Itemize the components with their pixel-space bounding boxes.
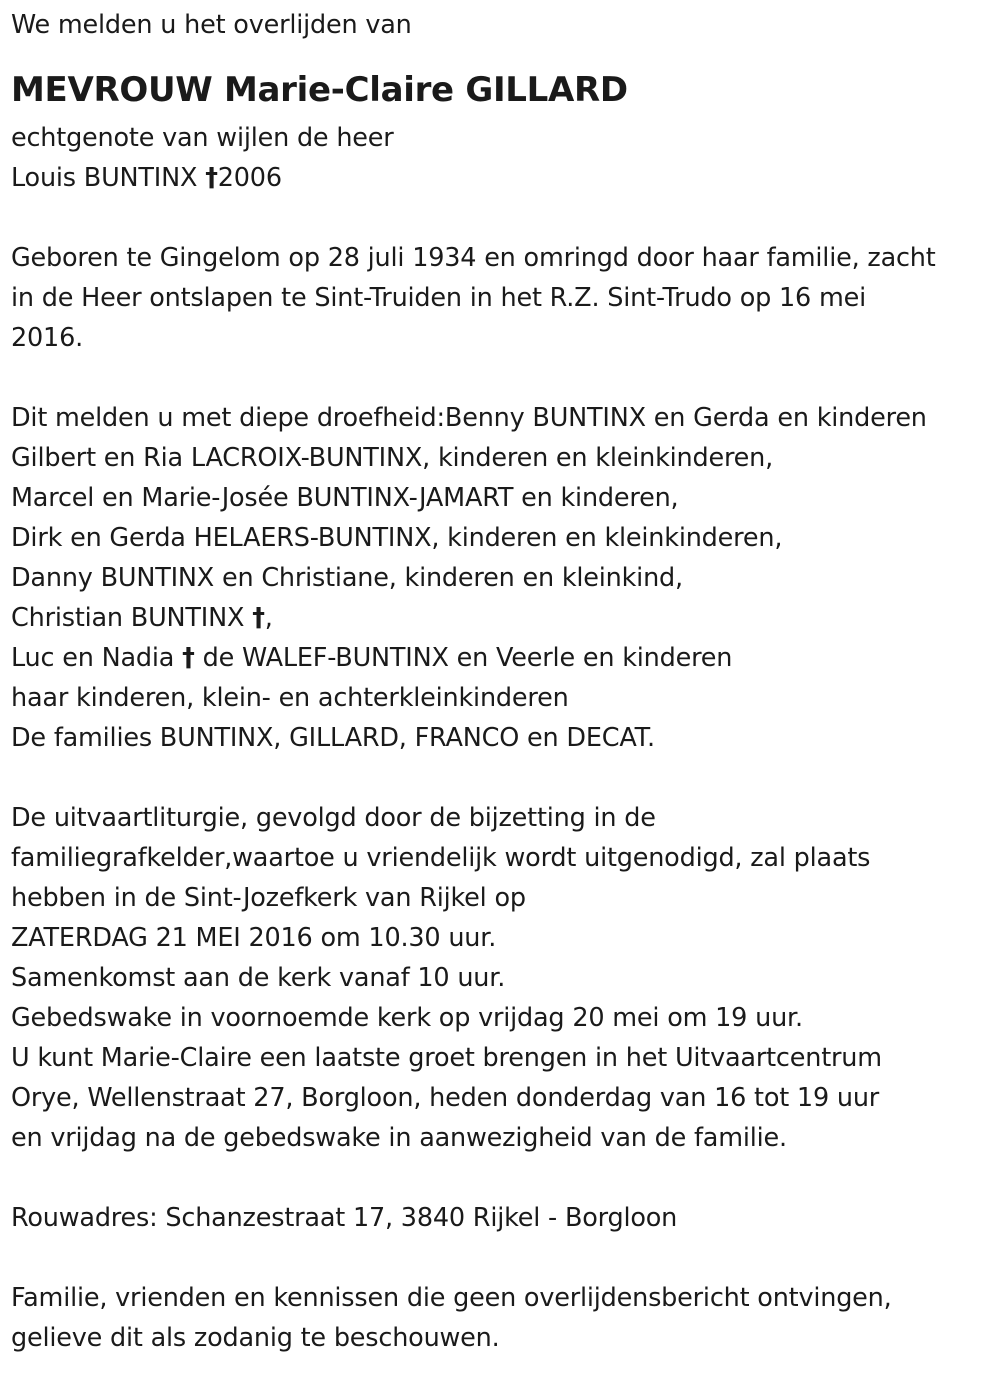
- cross-icon: †: [182, 643, 195, 673]
- funeral-line: ZATERDAG 21 MEI 2016 om 10.30 uur.: [11, 923, 497, 953]
- family-line: Danny BUNTINX en Christiane, kinderen en kleinkind,: [11, 563, 683, 593]
- mourning-address: Rouwadres: Schanzestraat 17, 3840 Rijkel - Borgloon: [11, 1203, 678, 1233]
- family-text: ,: [264, 603, 273, 633]
- closing-line: gelieve dit als zodanig te beschouwen.: [11, 1323, 500, 1353]
- funeral-line: familiegrafkelder,waartoe u vriendelijk wordt uitgenodigd, zal plaats: [11, 843, 871, 873]
- intro-text: We melden u het overlijden van: [11, 10, 412, 40]
- spouse-year: 2006: [217, 163, 282, 193]
- family-text: de WALEF-BUNTINX en Veerle en kinderen: [194, 643, 733, 673]
- family-line: Gilbert en Ria LACROIX-BUNTINX, kinderen en kleinkinderen,: [11, 443, 774, 473]
- spacer: [11, 1158, 1000, 1198]
- family-line: haar kinderen, klein- en achterkleinkinderen: [11, 683, 569, 713]
- spacer: [11, 758, 1000, 798]
- funeral-line: hebben in de Sint-Jozefkerk van Rijkel op: [11, 883, 526, 913]
- funeral-line: De uitvaartliturgie, gevolgd door de bijzetting in de: [11, 803, 656, 833]
- funeral-line: U kunt Marie-Claire een laatste groet brengen in het Uitvaartcentrum: [11, 1043, 882, 1073]
- birth-line: in de Heer ontslapen te Sint-Truiden in het R.Z. Sint-Trudo op 16 mei: [11, 283, 866, 313]
- spacer: [11, 198, 1000, 238]
- family-text: Christian BUNTINX: [11, 603, 253, 633]
- cross-icon: †: [252, 603, 265, 633]
- spacer: [11, 1238, 1000, 1278]
- funeral-line: Gebedswake in voornoemde kerk op vrijdag 20 mei om 19 uur.: [11, 1003, 803, 1033]
- birth-line: Geboren te Gingelom op 28 juli 1934 en omringd door haar familie, zacht: [11, 243, 936, 273]
- birth-line: 2016.: [11, 323, 84, 353]
- funeral-line: en vrijdag na de gebedswake in aanwezigheid van de familie.: [11, 1123, 787, 1153]
- family-line: De families BUNTINX, GILLARD, FRANCO en DECAT.: [11, 723, 655, 753]
- funeral-line: Samenkomst aan de kerk vanaf 10 uur.: [11, 963, 506, 993]
- family-line: [11, 598, 1000, 638]
- funeral-line: Orye, Wellenstraat 27, Borgloon, heden donderdag van 16 tot 19 uur: [11, 1083, 880, 1113]
- family-line: Dirk en Gerda HELAERS-BUNTINX, kinderen en kleinkinderen,: [11, 523, 783, 553]
- deceased-name: MEVROUW Marie-Claire GILLARD: [11, 70, 628, 110]
- closing-line: Familie, vrienden en kennissen die geen overlijdensbericht ontvingen,: [11, 1283, 892, 1313]
- spacer: [11, 358, 1000, 398]
- family-text: Luc en Nadia: [11, 643, 183, 673]
- family-line: Dit melden u met diepe droefheid:Benny BUNTINX en Gerda en kinderen: [11, 403, 927, 433]
- family-line: [11, 638, 1000, 678]
- family-line: Marcel en Marie-Josée BUNTINX-JAMART en kinderen,: [11, 483, 679, 513]
- spouse-name: Louis BUNTINX: [11, 163, 206, 193]
- cross-icon: †: [205, 163, 218, 193]
- spouse-line-1: echtgenote van wijlen de heer: [11, 123, 394, 153]
- spouse-line-2: [11, 158, 1000, 198]
